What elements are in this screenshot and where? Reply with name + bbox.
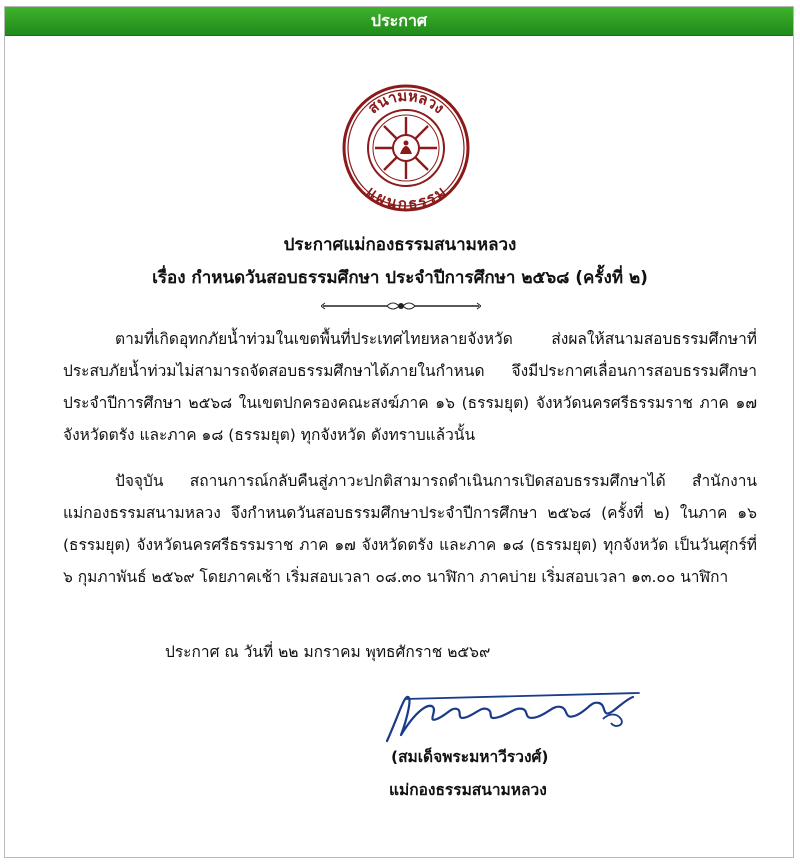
title-bar: ประกาศ bbox=[5, 7, 793, 36]
date-line: ประกาศ ณ วันที่ ๒๒ มกราคม พุทธศักราช ๒๕๖๙ bbox=[165, 643, 491, 661]
seal-top-text: สนามหลวง bbox=[364, 86, 448, 118]
dharma-wheel-seal-icon bbox=[341, 83, 471, 213]
signature-icon bbox=[377, 679, 647, 751]
signer-name: (สมเด็จพระมหาวีรวงศ์) bbox=[391, 748, 549, 766]
seal-emblem bbox=[341, 83, 471, 213]
paragraph-2 bbox=[63, 465, 757, 593]
announcement-frame bbox=[4, 6, 794, 858]
paragraph-1 bbox=[63, 323, 757, 451]
paragraph-1-text: ตามที่เกิดอุทกภัยน้ำท่วมในเขตพื้นที่ประเทศไทยหลายจังหวัด ส่งผลให้สนามสอบธรรมศึกษาที่ประสบภัยน้ำท่วมไม่สามารถจัดสอบธรรมศึกษาได้ภายในกำหนด จึงมีประกาศเลื่อนการสอบธรรมศึกษาประจำปีการศึกษา ๒๕๖๘ ในเขตปกครองคณะสงฆ์ภาค ๑๖ (ธรรมยุต) จังหวัดนครศรีธรรมราช ภาค ๑๗ จังหวัดตรัง และภาค ๑๘ (ธรรมยุต) ทุกจังหวัด ดังทราบแล้วนั้น bbox=[63, 330, 757, 444]
seal-bottom-text: แผนกธรรม bbox=[362, 182, 450, 213]
paragraph-2-text: ปัจจุบัน สถานการณ์กลับคืนสู่ภาวะปกติสามารถดำเนินการเปิดสอบธรรมศึกษาได้ สำนักงานแม่กองธรรมสนามหลวง จึงกำหนดวันสอบธรรมศึกษาประจำปีการศึกษา ๒๕๖๘ (ครั้งที่ ๒) ในภาค ๑๖ (ธรรมยุต) จังหวัดนครศรีธรรมราช ภาค ๑๗ จังหวัดตรัง และภาค ๑๘ (ธรรมยุต) ทุกจังหวัด เป็นวันศุกร์ที่ ๖ กุมภาพันธ์ ๒๕๖๙ โดยภาคเช้า เริ่มสอบเวลา ๐๘.๓๐ นาฬิกา ภาคบ่าย เริ่มสอบเวลา ๑๓.๐๐ นาฬิกา bbox=[63, 472, 757, 586]
announcement-subject: เรื่อง กำหนดวันสอบธรรมศึกษา ประจำปีการศึกษา ๒๕๖๘ (ครั้งที่ ๒) bbox=[152, 268, 648, 288]
signer-title: แม่กองธรรมสนามหลวง bbox=[389, 781, 547, 799]
ornament-divider-icon bbox=[321, 299, 481, 313]
svg-text:สนามหลวง bbox=[364, 87, 448, 118]
announcement-heading: ประกาศแม่กองธรรมสนามหลวง bbox=[283, 235, 517, 255]
